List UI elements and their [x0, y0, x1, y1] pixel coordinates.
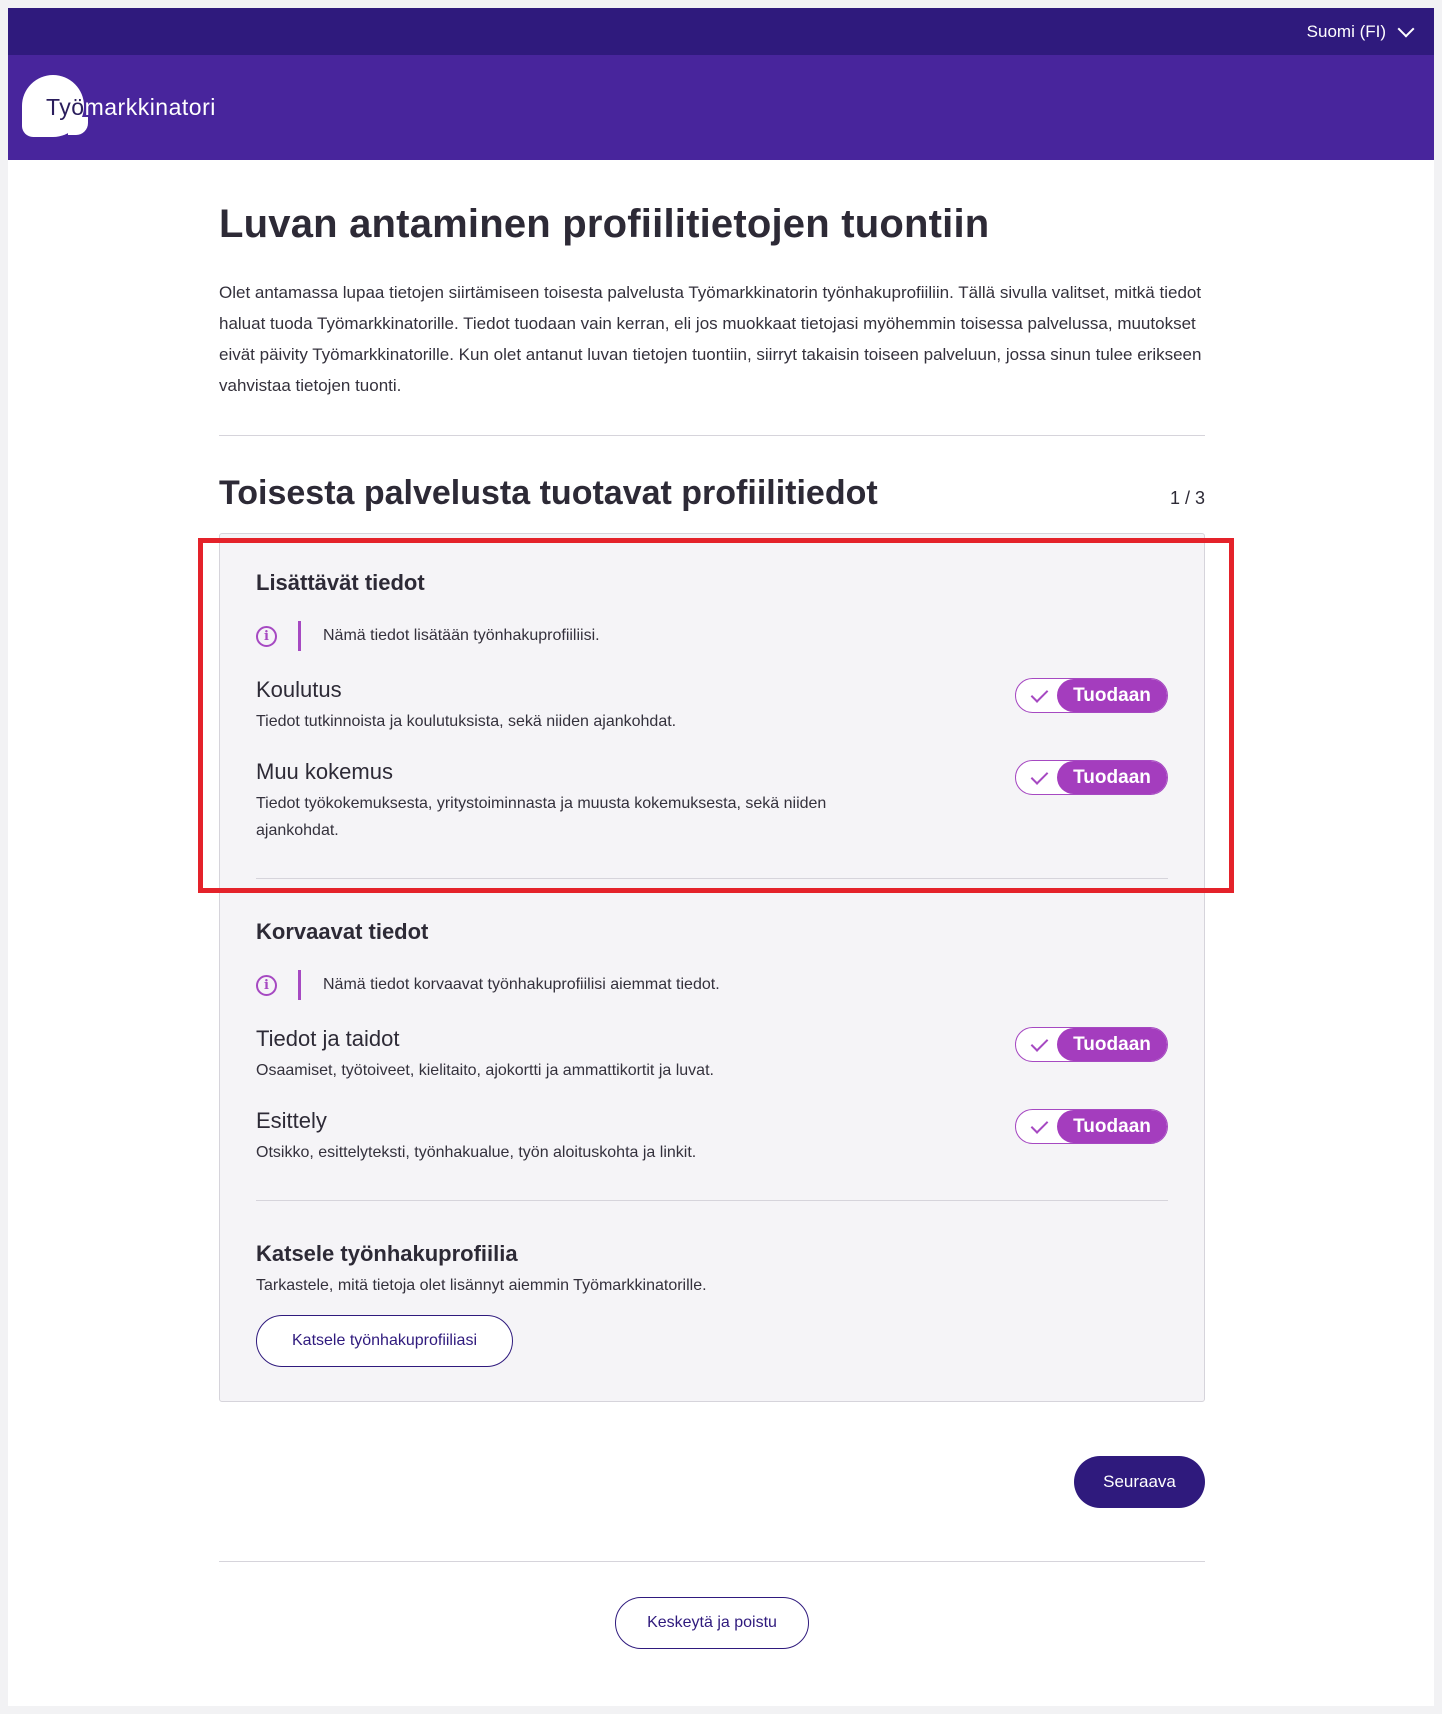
next-button[interactable]: Seuraava	[1074, 1456, 1205, 1508]
item-title: Koulutus	[256, 677, 342, 702]
item-description: Osaamiset, työtoiveet, kielitaito, ajokortti ja ammattikortit ja luvat.	[256, 1062, 714, 1079]
replaced-notice	[256, 970, 1168, 1000]
added-notice	[256, 621, 1168, 651]
language-selector[interactable]	[1307, 22, 1412, 42]
item-title: Tiedot ja taidot	[256, 1026, 400, 1051]
main-content	[219, 152, 1205, 1649]
profile-data-card	[219, 533, 1205, 1402]
logo-text	[22, 94, 216, 121]
item-description: Tiedot tutkinnoista ja koulutuksista, sekä niiden ajankohdat.	[256, 713, 677, 730]
notice-bar	[298, 621, 301, 651]
next-row	[219, 1456, 1205, 1508]
toggle-label: Tuodaan	[1057, 1028, 1167, 1061]
item-koulutus	[256, 677, 1168, 735]
brand-header	[8, 55, 1434, 160]
toggle-label: Tuodaan	[1057, 761, 1167, 794]
notice-bar	[298, 970, 301, 1000]
toggle-label: Tuodaan	[1057, 1110, 1167, 1143]
item-muu-kokemus	[256, 759, 1168, 844]
replaced-data-title: Korvaavat tiedot	[256, 919, 429, 944]
language-label: Suomi (FI)	[1306, 21, 1386, 41]
item-tiedot-ja-taidot	[256, 1026, 1168, 1084]
step-indicator: 1 / 3	[1169, 488, 1205, 508]
info-icon: i	[256, 975, 277, 996]
card-divider	[256, 1200, 1168, 1201]
checkmark-icon	[1031, 767, 1049, 785]
info-icon: i	[256, 626, 277, 647]
chevron-down-icon	[1398, 20, 1415, 37]
toggle-label: Tuodaan	[1057, 679, 1167, 712]
cancel-row	[219, 1597, 1205, 1649]
logo-suffix: markkinatori	[84, 94, 216, 120]
divider	[219, 435, 1205, 436]
checkmark-icon	[1031, 685, 1049, 703]
intro-text: Olet antamassa lupaa tietojen siirtämiseen toisesta palvelusta Työmarkkinatorin työnhakuprofiiliin. Tällä sivulla valitset, mitkä tiedot haluat tuoda Työmarkkinatorille. Tiedot tuodaan vain kerran, eli jos muokkaat tietojasi myöhemmin toisessa palvelussa, muutokset eivät päivity Työmarkkinatorille. Kun olet antanut luvan tietojen tuontiin, siirryt takaisin toiseen palveluun, jossa sinun tulee erikseen vahvistaa tietojen tuonti.	[219, 283, 1202, 395]
item-esittely	[256, 1108, 1168, 1166]
view-profile-button[interactable]: Katsele työnhakuprofiiliasi	[256, 1315, 513, 1367]
import-toggle-koulutus[interactable]	[1015, 678, 1168, 713]
page-title: Luvan antaminen profiilitietojen tuontiin	[219, 202, 990, 246]
item-description: Tiedot työkokemuksesta, yritystoiminnasta ja muusta kokemuksesta, sekä niiden ajankohdat.	[256, 795, 827, 839]
logo[interactable]	[22, 73, 216, 143]
language-bar	[8, 8, 1434, 55]
import-toggle-muu-kokemus[interactable]	[1015, 760, 1168, 795]
logo-prefix: Työ	[46, 94, 85, 120]
item-description: Otsikko, esittelyteksti, työnhakualue, työn aloituskohta ja linkit.	[256, 1144, 697, 1161]
card-divider	[256, 878, 1168, 879]
checkmark-icon	[1031, 1034, 1049, 1052]
notice-text: Nämä tiedot lisätään työnhakuprofiiliisi.	[323, 627, 600, 644]
cancel-and-exit-button[interactable]: Keskeytä ja poistu	[615, 1597, 809, 1649]
section-header	[219, 474, 1205, 513]
added-data-title: Lisättävät tiedot	[256, 570, 425, 595]
divider	[219, 1561, 1205, 1562]
checkmark-icon	[1031, 1116, 1049, 1134]
view-profile-title: Katsele työnhakuprofiilia	[256, 1241, 518, 1266]
item-title: Esittely	[256, 1108, 327, 1133]
item-title: Muu kokemus	[256, 759, 393, 784]
section-title: Toisesta palvelusta tuotavat profiilitiedot	[219, 474, 878, 512]
view-profile-description: Tarkastele, mitä tietoja olet lisännyt aiemmin Työmarkkinatorille.	[256, 1277, 707, 1294]
import-toggle-esittely[interactable]	[1015, 1109, 1168, 1144]
notice-text: Nämä tiedot korvaavat työnhakuprofiilisi aiemmat tiedot.	[323, 976, 720, 993]
import-toggle-tiedot-ja-taidot[interactable]	[1015, 1027, 1168, 1062]
